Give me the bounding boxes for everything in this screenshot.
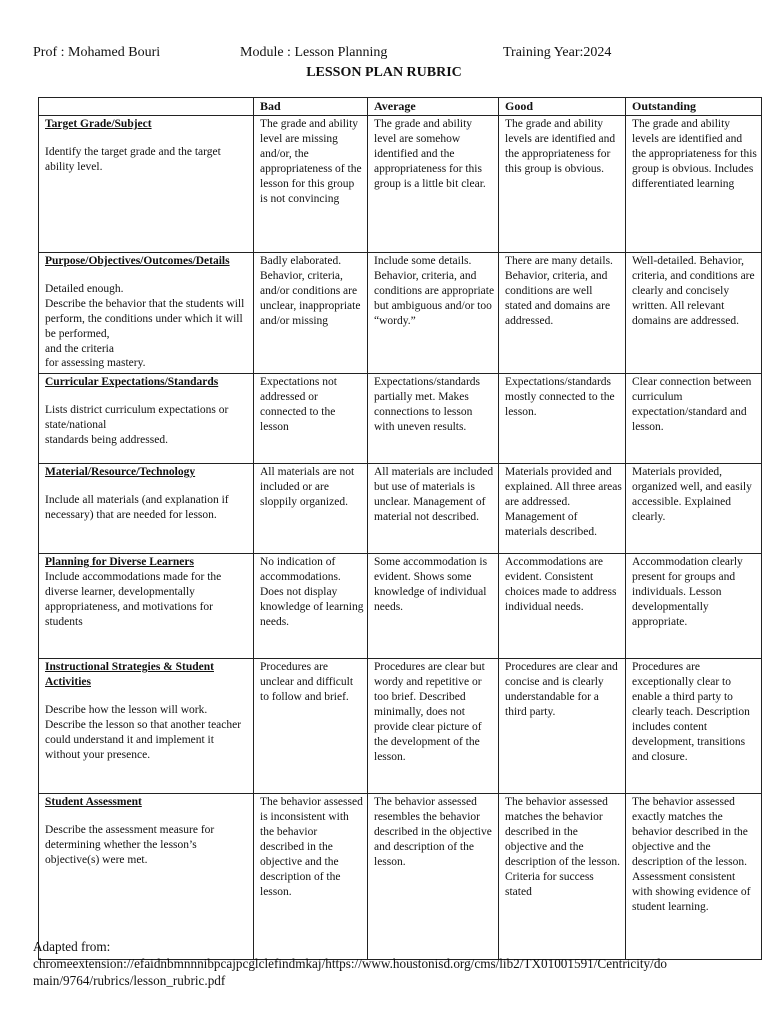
criterion-name: Material/Resource/Technology (45, 466, 196, 479)
criterion-cell (39, 554, 254, 659)
bad-cell: All materials are not included or are sloppily organized. (254, 464, 368, 554)
good-cell: Procedures are clear and concise and is clearly understandable for a third party. (499, 659, 626, 794)
table-row (39, 554, 762, 659)
criterion-cell (39, 794, 254, 960)
outstanding-cell: Accommodation clearly present for groups and individuals. Lesson developmentally appropriate. (626, 554, 762, 659)
page-title: LESSON PLAN RUBRIC (306, 65, 462, 80)
bad-cell: No indication of accommodations. Does not display knowledge of learning needs. (254, 554, 368, 659)
average-cell: Include some details. Behavior, criteria, and conditions are appropriate but ambiguous and/or too “wordy.” (368, 253, 499, 374)
prof-name: Prof : Mohamed Bouri (33, 45, 161, 60)
column-header-average: Average (368, 98, 499, 116)
average-cell: Some accommodation is evident. Shows some knowledge of individual needs. (368, 554, 499, 659)
bad-cell: The grade and ability level are missing and/or, the appropriateness of the lesson for this group is not convincing (254, 116, 368, 253)
average-cell: The behavior assessed resembles the behavior described in the objective and description of the lesson. (368, 794, 499, 960)
average-cell: Expectations/standards partially met. Makes connections to lesson with uneven results. (368, 374, 499, 464)
table-header-row (39, 98, 762, 116)
page-header (33, 45, 753, 63)
average-cell: The grade and ability level are somehow identified and the appropriateness for this group is a little bit clear. (368, 116, 499, 253)
criterion-description: Identify the target grade and the target ability level. (45, 145, 221, 173)
good-cell: Accommodations are evident. Consistent choices made to address individual needs. (499, 554, 626, 659)
table-row (39, 116, 762, 253)
criterion-name: Instructional Strategies & Student Activities (45, 661, 214, 689)
column-header-bad: Bad (254, 98, 368, 116)
criterion-name: Curricular Expectations/Standards (45, 376, 219, 389)
criterion-description: Describe how the lesson will work. Describe the lesson so that another teacher could understand it and implement it without your presence. (45, 704, 242, 761)
table-row (39, 374, 762, 464)
outstanding-cell: Well-detailed. Behavior, criteria, and conditions are clearly and concisely written. All relevant domains are addressed. (626, 253, 762, 374)
table-row (39, 659, 762, 794)
criterion-name: Planning for Diverse Learners (45, 556, 194, 569)
footer-label: Adapted from: (33, 939, 111, 954)
good-cell: The grade and ability levels are identified and the appropriateness for this group is obvious. (499, 116, 626, 253)
criterion-cell (39, 374, 254, 464)
outstanding-cell: The grade and ability levels are identified and the appropriateness for this group is obvious. Includes differentiated learning (626, 116, 762, 253)
criterion-description: Include all materials (and explanation if necessary) that are needed for lesson. (45, 494, 229, 522)
outstanding-cell: Materials provided, organized well, and easily accessible. Explained clearly. (626, 464, 762, 554)
table-row (39, 794, 762, 960)
criterion-cell (39, 116, 254, 253)
bad-cell: Badly elaborated. Behavior, criteria, and/or conditions are unclear, inappropriate and/or missing (254, 253, 368, 374)
good-cell: Expectations/standards mostly connected to the lesson. (499, 374, 626, 464)
criterion-description: Include accommodations made for the diverse learner, developmentally appropriateness, and motivations for students (45, 571, 222, 628)
criterion-cell (39, 464, 254, 554)
table-row (39, 253, 762, 374)
column-header-outstanding: Outstanding (626, 98, 762, 116)
criterion-description: Detailed enough. Describe the behavior that the students will perform, the conditions under which it will be performed, and the criteria for assessing mastery. (45, 282, 245, 370)
bad-cell: Expectations not addressed or connected to the lesson (254, 374, 368, 464)
criterion-name: Purpose/Objectives/Outcomes/Details (45, 255, 230, 267)
average-cell: Procedures are clear but wordy and repetitive or too brief. Described minimally, does not provide clear picture of the development of the lesson. (368, 659, 499, 794)
good-cell: Materials provided and explained. All three areas are addressed. Management of materials described. (499, 464, 626, 554)
criterion-name: Student Assessment (45, 796, 142, 809)
criterion-cell (39, 253, 254, 374)
source-footer (33, 938, 753, 989)
good-cell: The behavior assessed matches the behavior described in the objective and the description of the lesson. Criteria for success stated (499, 794, 626, 960)
table-row (39, 464, 762, 554)
module-name: Module : Lesson Planning (240, 45, 388, 60)
average-cell: All materials are included but use of materials is unclear. Management of material not described. (368, 464, 499, 554)
criterion-description: Lists district curriculum expectations or state/national standards being addressed. (45, 404, 229, 447)
footer-url-line-2: main/9764/rubrics/lesson_rubric.pdf (33, 973, 226, 988)
criterion-description: Describe the assessment measure for determining whether the lesson’s objective(s) were met. (45, 824, 215, 867)
column-header-good: Good (499, 98, 626, 116)
criterion-name: Target Grade/Subject (45, 118, 152, 130)
bad-cell: The behavior assessed is inconsistent with the behavior described in the objective and the description of the lesson. (254, 794, 368, 960)
outstanding-cell: Procedures are exceptionally clear to enable a third party to clearly teach. Description includes content development, transitions and closure. (626, 659, 762, 794)
rubric-table (38, 97, 762, 960)
footer-url-line-1: chromeextension://efaidnbmnnnibpcajpcglclefindmkaj/https://www.houstonisd.org/cms/lib2/TX01001591/Centricity/do (33, 956, 668, 971)
training-year: Training Year:2024 (503, 45, 612, 60)
outstanding-cell: Clear connection between curriculum expectation/standard and lesson. (626, 374, 762, 464)
good-cell: There are many details. Behavior, criteria, and conditions are well stated and domains are addressed. (499, 253, 626, 374)
bad-cell: Procedures are unclear and difficult to follow and brief. (254, 659, 368, 794)
outstanding-cell: The behavior assessed exactly matches the behavior described in the objective and the description of the lesson. Assessment consistent with showing evidence of student learning. (626, 794, 762, 960)
column-header-criteria (39, 98, 254, 116)
criterion-cell (39, 659, 254, 794)
